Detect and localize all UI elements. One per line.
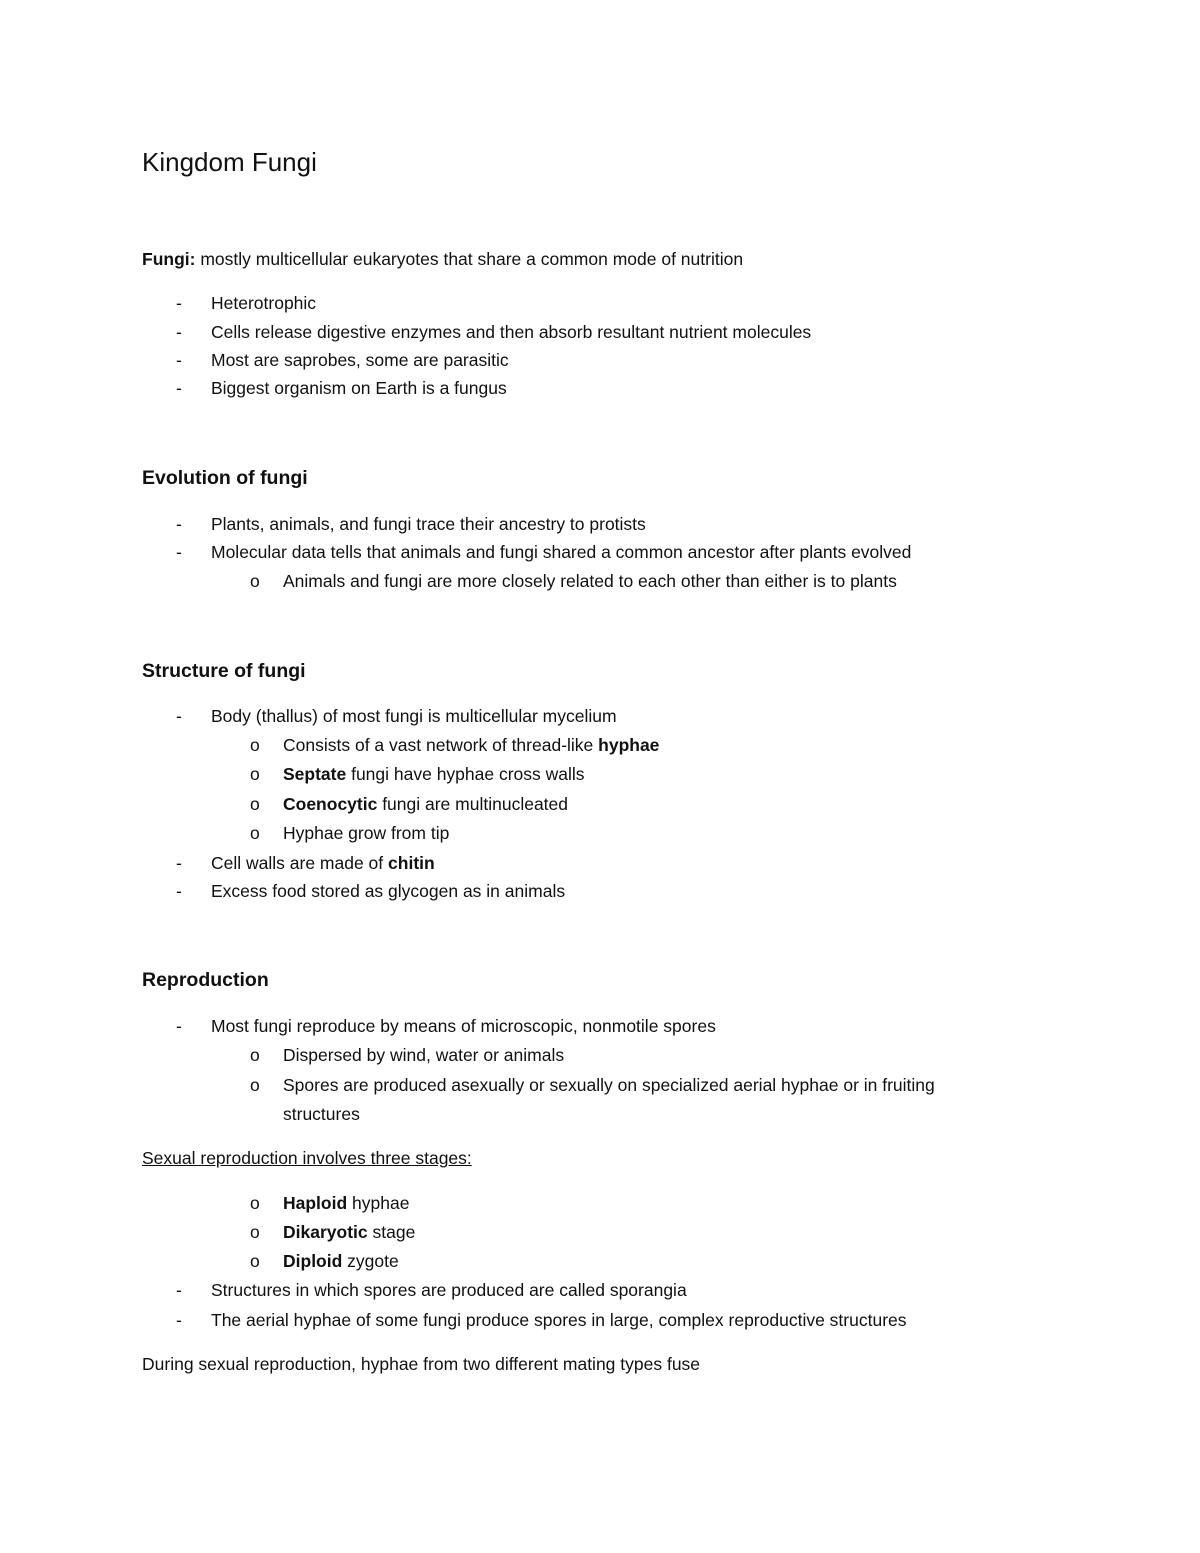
bullet-item: Cells release digestive enzymes and then absorb resultant nutrient molecules	[211, 322, 812, 342]
bullet-item: Biggest organism on Earth is a fungus	[211, 378, 507, 398]
bullet-marker: -	[176, 1280, 182, 1300]
sub-bullet-marker: o	[250, 1193, 260, 1213]
bullet-marker: -	[176, 706, 182, 726]
sub-bullet-bold-term: Diploid	[283, 1251, 343, 1271]
sexual-reproduction-label	[142, 1146, 472, 1170]
sub-bullet-item	[283, 762, 585, 786]
section-heading-evolution: Evolution of fungi	[142, 467, 308, 489]
sub-bullet-item	[283, 1220, 415, 1244]
definition-term: Fungi:	[142, 249, 196, 269]
sub-bullet-marker: o	[250, 823, 260, 843]
sub-bullet-item	[283, 1191, 409, 1215]
bullet-item	[211, 851, 435, 875]
sub-bullet-item: Spores are produced asexually or sexually on specialized aerial hyphae or in fruiting	[283, 1075, 935, 1095]
bullet-item: Excess food stored as glycogen as in animals	[211, 881, 566, 901]
bullet-marker: -	[176, 350, 182, 370]
underlined-label: Sexual reproduction involves three stages:	[142, 1148, 472, 1168]
bullet-marker: -	[176, 322, 182, 342]
sub-bullet-marker: o	[250, 1222, 260, 1242]
sub-bullet-item: Dispersed by wind, water or animals	[283, 1045, 565, 1065]
sub-bullet-item	[283, 1249, 399, 1273]
sub-bullet-text: hyphae	[347, 1193, 410, 1213]
sub-bullet-item	[283, 792, 568, 816]
section-heading-reproduction: Reproduction	[142, 969, 269, 991]
sub-bullet-item: Animals and fungi are more closely related to each other than either is to plants	[283, 571, 897, 591]
fungi-definition	[142, 247, 743, 271]
section-heading-structure: Structure of fungi	[142, 660, 306, 682]
sub-bullet-text: fungi are multinucleated	[377, 794, 568, 814]
bullet-item: Most fungi reproduce by means of microscopic, nonmotile spores	[211, 1016, 716, 1036]
bullet-item: Most are saprobes, some are parasitic	[211, 350, 509, 370]
sub-bullet-bold-term: hyphae	[598, 735, 660, 755]
page-title: Kingdom Fungi	[142, 147, 317, 177]
bullet-item: Body (thallus) of most fungi is multicellular mycelium	[211, 706, 617, 726]
sub-bullet-marker: o	[250, 1075, 260, 1095]
bullet-marker: -	[176, 1310, 182, 1330]
bullet-marker: -	[176, 881, 182, 901]
bullet-marker: -	[176, 1016, 182, 1036]
bullet-item: Plants, animals, and fungi trace their ancestry to protists	[211, 514, 646, 534]
sub-bullet-text: stage	[367, 1222, 416, 1242]
sub-bullet-text: zygote	[342, 1251, 399, 1271]
bullet-marker: -	[176, 853, 182, 873]
sub-bullet-marker: o	[250, 1251, 260, 1271]
bullet-item: Molecular data tells that animals and fungi shared a common ancestor after plants evolved	[211, 542, 912, 562]
bullet-item: Structures in which spores are produced are called sporangia	[211, 1280, 687, 1300]
sub-bullet-marker: o	[250, 1045, 260, 1065]
sub-bullet-bold-term: Dikaryotic	[283, 1222, 368, 1242]
sub-bullet-item-continuation: structures	[283, 1104, 360, 1124]
bullet-marker: -	[176, 293, 182, 313]
sub-bullet-bold-term: Coenocytic	[283, 794, 378, 814]
sub-bullet-marker: o	[250, 764, 260, 784]
bullet-marker: -	[176, 378, 182, 398]
bullet-text: Cell walls are made of	[211, 853, 389, 873]
closing-paragraph: During sexual reproduction, hyphae from two different mating types fuse	[142, 1354, 701, 1374]
sub-bullet-text: Consists of a vast network of thread-like	[283, 735, 599, 755]
sub-bullet-item	[283, 733, 659, 757]
sub-bullet-marker: o	[250, 794, 260, 814]
bullet-bold-term: chitin	[388, 853, 435, 873]
bullet-item: Heterotrophic	[211, 293, 317, 313]
sub-bullet-item: Hyphae grow from tip	[283, 823, 450, 843]
bullet-item: The aerial hyphae of some fungi produce spores in large, complex reproductive structures	[211, 1310, 907, 1330]
definition-text: mostly multicellular eukaryotes that share a common mode of nutrition	[195, 249, 744, 269]
bullet-marker: -	[176, 514, 182, 534]
sub-bullet-bold-term: Septate	[283, 764, 347, 784]
sub-bullet-marker: o	[250, 571, 260, 591]
bullet-marker: -	[176, 542, 182, 562]
sub-bullet-bold-term: Haploid	[283, 1193, 348, 1213]
sub-bullet-text: fungi have hyphae cross walls	[346, 764, 585, 784]
sub-bullet-marker: o	[250, 735, 260, 755]
